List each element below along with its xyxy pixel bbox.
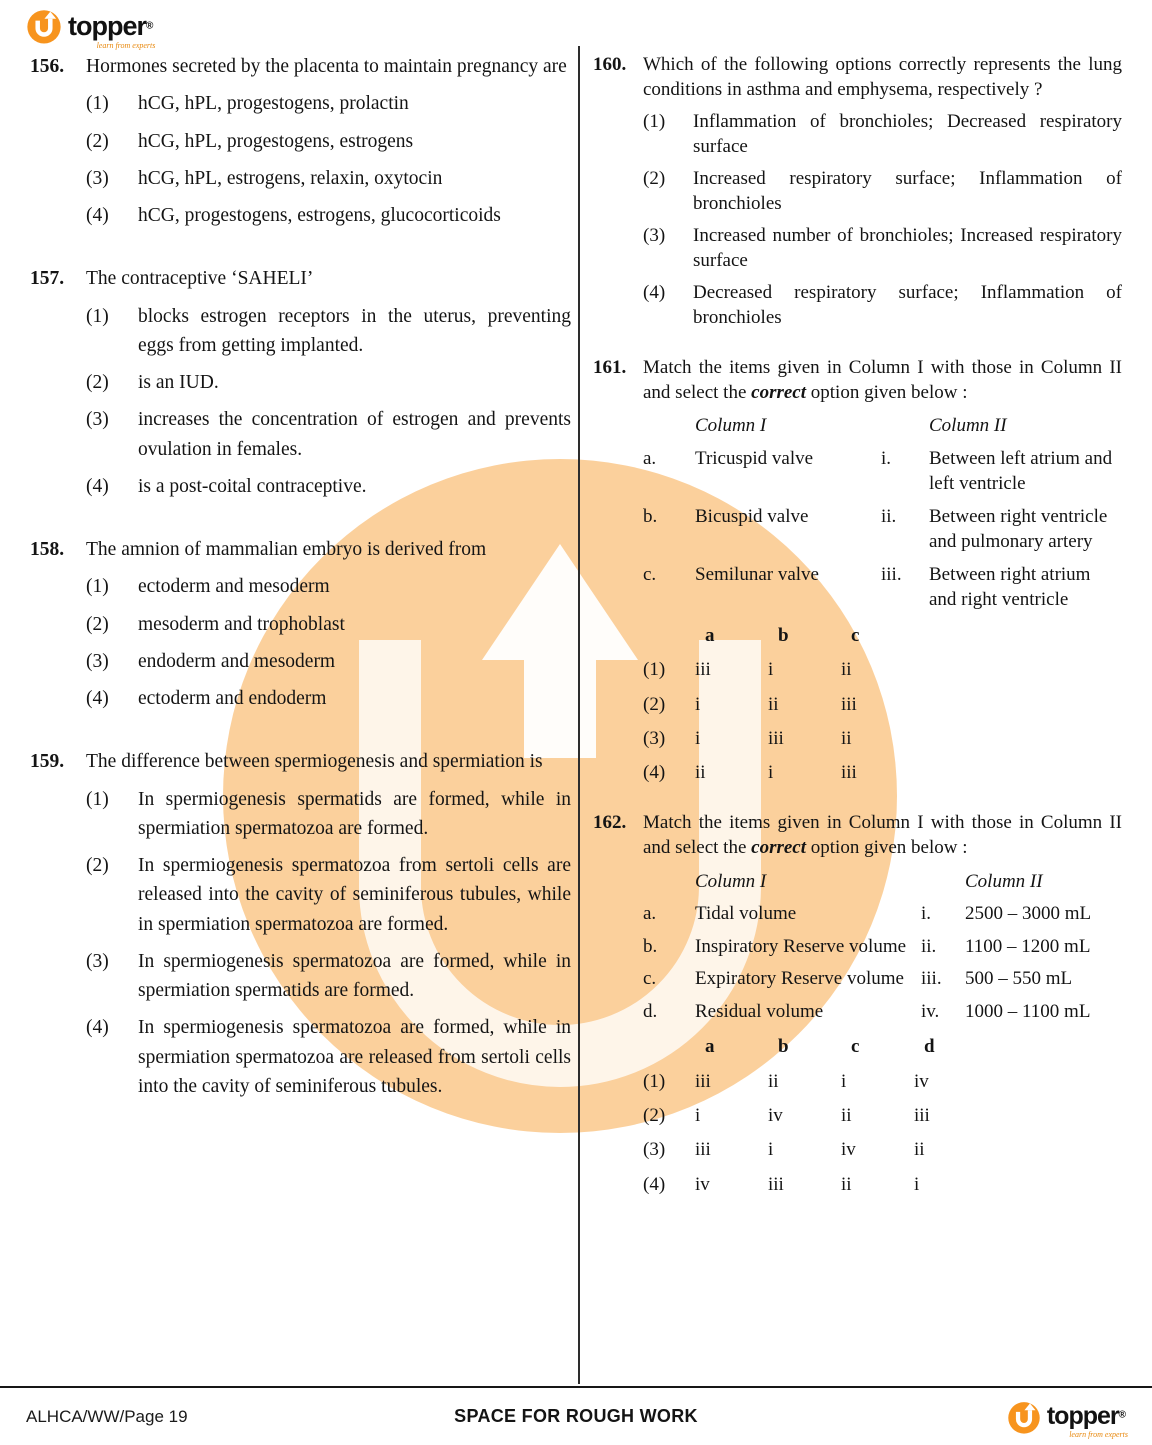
- answer-cell: i: [768, 1139, 774, 1161]
- option-text: Inflammation of bronchioles; Decreased respiratory surface: [693, 110, 1122, 158]
- question-text: The contraceptive ‘SAHELI’: [86, 268, 314, 290]
- footer-page-code: ALHCA/WW/Page 19: [26, 1406, 188, 1426]
- question-number: 159.: [30, 751, 65, 773]
- question-text: [643, 810, 1122, 861]
- option: [86, 472, 571, 501]
- option-text: hCG, hPL, progestogens, estrogens: [138, 130, 414, 152]
- match-letter: a.: [643, 447, 657, 469]
- question: [30, 52, 571, 230]
- question-number: 158.: [30, 539, 65, 560]
- option-number: (2): [86, 855, 109, 876]
- option: [643, 223, 1122, 274]
- option-text: endoderm and mesoderm: [138, 650, 336, 672]
- question-text-segment: Match the items given in Column I with those in Column II and select the: [643, 811, 1122, 859]
- question: [593, 52, 1122, 331]
- options-list: [30, 302, 571, 502]
- option: [86, 610, 571, 639]
- option-number: (1): [86, 788, 109, 810]
- option: [86, 947, 571, 1006]
- option: [86, 785, 571, 844]
- answer-cell: iii: [695, 1070, 711, 1092]
- answer-column-header: b: [778, 1036, 789, 1058]
- answer-spacer: [643, 1034, 695, 1059]
- answer-cell: iii: [768, 727, 784, 749]
- match-letter: d.: [643, 1000, 658, 1022]
- brand-name: topper: [1046, 1402, 1119, 1430]
- option-number: (1): [86, 93, 109, 115]
- question-text: Hormones secreted by the placenta to maintain pregnancy are: [86, 56, 567, 77]
- brand-name: topper: [68, 10, 146, 41]
- match-roman: iii.: [921, 968, 942, 990]
- option-text: is an IUD.: [138, 372, 219, 393]
- option-text: hCG, hPL, progestogens, prolactin: [138, 93, 409, 115]
- option-number: (4): [86, 1017, 109, 1039]
- question-number: 162.: [593, 811, 627, 833]
- answer-cell: iii: [695, 1139, 711, 1161]
- match-spacer: [881, 413, 929, 438]
- option-text: In spermiogenesis spermatozoa are formed, while in spermiation spermatozoa are released from sertoli cells into the cavity of seminiferous tubules.: [138, 1017, 571, 1097]
- option-text: is a post-coital contraceptive.: [138, 475, 367, 497]
- match-desc: Between right atrium and right ventricle: [929, 563, 1091, 611]
- answer-column-header: d: [924, 1036, 935, 1058]
- option: [86, 851, 571, 939]
- options-list: [593, 109, 1122, 331]
- match-item: Residual volume: [695, 1000, 824, 1022]
- match-desc: 500 – 550 mL: [965, 968, 1073, 990]
- column-2-header: Column II: [929, 415, 1007, 437]
- match-spacer: [643, 413, 695, 438]
- answer-cell: i: [695, 693, 701, 715]
- option-number: (2): [86, 130, 109, 152]
- question-number: 157.: [30, 268, 65, 290]
- answer-column-header: c: [851, 624, 860, 646]
- answer-row-label: (2): [643, 693, 666, 715]
- answer-column-header: a: [705, 1036, 715, 1058]
- match-item: Expiratory Reserve volume: [695, 968, 904, 990]
- option-number: (1): [86, 305, 109, 327]
- match-roman: iii.: [881, 563, 902, 585]
- answer-cell: iii: [841, 762, 857, 784]
- option: [643, 109, 1122, 160]
- option-number: (2): [86, 613, 109, 635]
- column-1-header: Column I: [695, 415, 767, 437]
- question-text: The difference between spermiogenesis and spermiation is: [86, 751, 543, 773]
- option-number: (4): [86, 475, 109, 497]
- question-text: [643, 355, 1122, 406]
- topper-u-icon: [1007, 1400, 1041, 1434]
- option: [86, 1013, 571, 1101]
- option: [86, 684, 571, 713]
- question-text-segment: option given below :: [806, 381, 968, 403]
- answer-cell: iv: [841, 1139, 856, 1161]
- options-list: [30, 89, 571, 230]
- answer-cell: ii: [695, 762, 706, 784]
- option-number: (4): [643, 281, 666, 303]
- answer-cell: i: [768, 762, 774, 784]
- option-text: increases the concentration of estrogen and prevents ovulation in females.: [138, 409, 571, 460]
- option: [643, 280, 1122, 331]
- option-text: mesoderm and trophoblast: [138, 613, 345, 635]
- question-text-segment: Match the items given in Column I with those in Column II and select the: [643, 356, 1122, 403]
- option: [86, 302, 571, 361]
- match-letter: b.: [643, 935, 658, 957]
- option-number: (3): [86, 950, 109, 972]
- option-text: Increased number of bronchioles; Increased respiratory surface: [693, 224, 1122, 272]
- question: [30, 535, 571, 713]
- option-number: (3): [86, 167, 109, 189]
- question-number: 156.: [30, 56, 65, 77]
- match-letter: c.: [643, 563, 657, 585]
- answer-row-label: (1): [643, 659, 666, 681]
- match-spacer: [921, 869, 965, 894]
- match-letter: c.: [643, 968, 657, 990]
- answer-cell: iii: [841, 693, 857, 715]
- question-number: 160.: [593, 54, 627, 75]
- answer-cell: ii: [841, 1173, 852, 1195]
- answer-cell: iv: [914, 1070, 929, 1092]
- match-desc: 2500 – 3000 mL: [965, 903, 1092, 925]
- question-text-segment: correct: [751, 837, 807, 859]
- question-head: [593, 52, 1122, 103]
- option-number: (4): [86, 688, 109, 709]
- questions-column-right: [593, 52, 1122, 1221]
- option-text: blocks estrogen receptors in the uterus, preventing eggs from getting implanted.: [138, 305, 571, 356]
- match-item: Inspiratory Reserve volume: [695, 935, 907, 957]
- question-text-segment: option given below :: [806, 837, 968, 859]
- answer-spacer: [643, 623, 695, 648]
- brand-text: [68, 10, 156, 50]
- answer-cell: ii: [914, 1139, 925, 1161]
- match-item: Tidal volume: [695, 903, 797, 925]
- match-table: [643, 869, 1122, 1024]
- question-head: [593, 810, 1122, 861]
- answer-row-label: (4): [643, 1173, 666, 1195]
- answer-cell: ii: [768, 1070, 779, 1092]
- match-letter: a.: [643, 903, 657, 925]
- answer-row-label: (3): [643, 1139, 666, 1161]
- answer-cell: ii: [841, 659, 852, 681]
- option: [86, 572, 571, 601]
- options-list: [30, 785, 571, 1102]
- match-table: [643, 413, 1122, 612]
- question: [593, 810, 1122, 1197]
- answer-cell: i: [695, 1104, 701, 1126]
- topper-logo-header: [26, 8, 156, 50]
- registered-mark: ®: [1118, 1409, 1126, 1421]
- answer-cell: ii: [768, 693, 779, 715]
- answer-cell: ii: [841, 727, 852, 749]
- answer-cell: iii: [914, 1104, 930, 1126]
- option-number: (3): [86, 409, 109, 431]
- question-head: [593, 355, 1122, 406]
- answer-table: [643, 1034, 1122, 1197]
- column-2-header: Column II: [965, 870, 1043, 892]
- answer-row-label: (2): [643, 1104, 666, 1126]
- question-head: [30, 535, 571, 564]
- rough-work-label: SPACE FOR ROUGH WORK: [454, 1406, 698, 1426]
- question-text: Which of the following options correctly represents the lung conditions in asthma and emphysema, respectively ?: [643, 54, 1122, 101]
- question-head: [30, 52, 571, 81]
- match-desc: Between right ventricle and pulmonary artery: [929, 505, 1108, 553]
- option-text: hCG, progestogens, estrogens, glucocorticoids: [138, 205, 501, 226]
- option-number: (4): [86, 205, 109, 226]
- option-text: In spermiogenesis spermatozoa from sertoli cells are released into the cavity of seminiferous tubules, while in spermiation spermatozoa are formed.: [138, 855, 571, 935]
- answer-row-label: (3): [643, 727, 666, 749]
- answer-column-header: c: [851, 1036, 860, 1058]
- option-number: (3): [643, 224, 666, 246]
- option: [86, 127, 571, 156]
- brand-tagline: learn from experts: [96, 40, 156, 50]
- answer-column-header: a: [705, 624, 715, 646]
- option-text: ectoderm and endoderm: [138, 688, 327, 709]
- option-number: (2): [86, 372, 109, 393]
- option: [643, 166, 1122, 217]
- brand-text: [1046, 1402, 1128, 1439]
- answer-cell: ii: [841, 1104, 852, 1126]
- answer-cell: iv: [768, 1104, 783, 1126]
- brand-tagline: learn from experts: [1069, 1430, 1128, 1439]
- option: [86, 201, 571, 230]
- option: [86, 164, 571, 193]
- match-letter: b.: [643, 505, 658, 527]
- match-roman: i.: [921, 903, 932, 925]
- option-number: (1): [86, 576, 109, 598]
- answer-row-label: (4): [643, 762, 666, 784]
- option: [86, 405, 571, 464]
- option-text: Increased respiratory surface; Inflammation of bronchioles: [693, 167, 1122, 215]
- question: [593, 355, 1122, 786]
- question-number: 161.: [593, 356, 627, 378]
- option: [86, 647, 571, 676]
- match-item: Bicuspid valve: [695, 505, 809, 527]
- page-footer: [0, 1386, 1152, 1445]
- answer-column-header: b: [778, 624, 789, 646]
- question-text-segment: correct: [751, 381, 807, 403]
- match-item: Tricuspid valve: [695, 447, 814, 469]
- option-text: In spermiogenesis spermatozoa are formed, while in spermiation spermatids are formed.: [138, 950, 571, 1001]
- topper-logo-footer: [1007, 1400, 1128, 1439]
- answer-cell: i: [768, 659, 774, 681]
- options-list: [30, 572, 571, 713]
- option: [86, 89, 571, 118]
- option-number: (2): [643, 167, 666, 189]
- question-text: The amnion of mammalian embryo is derived from: [86, 539, 487, 560]
- answer-cell: iii: [695, 659, 711, 681]
- column-divider: [578, 46, 580, 1384]
- match-spacer: [643, 869, 695, 894]
- answer-cell: i: [695, 727, 701, 749]
- answer-row-label: (1): [643, 1070, 666, 1092]
- question-head: [30, 747, 571, 776]
- option-text: hCG, hPL, estrogens, relaxin, oxytocin: [138, 167, 443, 189]
- match-desc: 1100 – 1200 mL: [965, 935, 1091, 957]
- option-number: (1): [643, 110, 666, 132]
- answer-cell: iii: [768, 1173, 784, 1195]
- match-desc: Between left atrium and left ventricle: [929, 447, 1113, 495]
- question: [30, 264, 571, 501]
- option-text: In spermiogenesis spermatids are formed, while in spermiation spermatozoa are formed.: [138, 788, 571, 839]
- option: [86, 368, 571, 397]
- match-desc: 1000 – 1100 mL: [965, 1000, 1091, 1022]
- question: [30, 747, 571, 1101]
- match-roman: ii.: [921, 935, 937, 957]
- questions-column-left: [30, 52, 571, 1135]
- option-text: ectoderm and mesoderm: [138, 576, 330, 598]
- answer-table: [643, 623, 1122, 786]
- registered-mark: ®: [146, 20, 154, 32]
- match-item: Semilunar valve: [695, 563, 819, 585]
- answer-cell: i: [914, 1173, 920, 1195]
- column-1-header: Column I: [695, 870, 767, 892]
- question-head: [30, 264, 571, 293]
- option-text: Decreased respiratory surface; Inflammation of bronchioles: [693, 281, 1122, 329]
- answer-cell: iv: [695, 1173, 710, 1195]
- option-number: (3): [86, 650, 109, 672]
- match-roman: ii.: [881, 505, 897, 527]
- topper-u-icon: [26, 8, 62, 44]
- match-roman: i.: [881, 447, 892, 469]
- answer-cell: i: [841, 1070, 847, 1092]
- match-roman: iv.: [921, 1000, 940, 1022]
